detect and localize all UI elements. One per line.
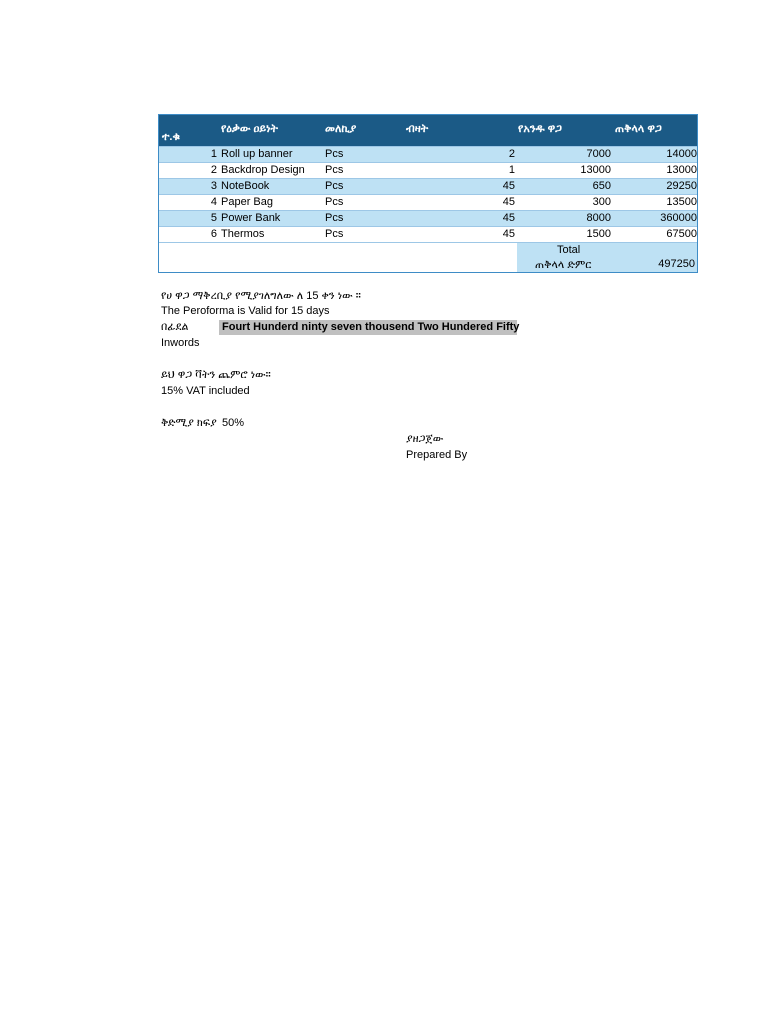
grand-total-value: 497250 <box>658 258 695 270</box>
inwords-amharic-label: በፊደል <box>161 321 189 333</box>
header-qty: ብዛት <box>406 123 429 135</box>
row-unit: Pcs <box>325 164 344 176</box>
row-total: 13000 <box>666 164 697 176</box>
row-no: 6 <box>210 228 217 240</box>
row-unit: Pcs <box>325 212 344 224</box>
advance-payment-value: 50% <box>222 417 245 429</box>
row-no: 2 <box>210 164 217 176</box>
row-price: 13000 <box>580 164 611 176</box>
row-qty: 45 <box>502 180 515 192</box>
row-item: Roll up banner <box>221 148 293 160</box>
table-row <box>159 178 697 194</box>
proforma-table <box>158 114 698 273</box>
total-row <box>159 242 697 272</box>
validity-english: The Peroforma is Valid for 15 days <box>161 305 330 317</box>
vat-english: 15% VAT included <box>161 385 250 397</box>
total-label: Total <box>557 244 581 256</box>
header-item: የዕቃው ዐይነት <box>221 123 278 135</box>
row-price: 8000 <box>586 212 611 224</box>
header-total-price: ጠቅላላ ዋጋ <box>615 123 662 135</box>
table-header <box>159 115 697 146</box>
row-no: 1 <box>210 148 217 160</box>
header-unit-price: የአንዱ ዋጋ <box>518 123 562 135</box>
row-total: 67500 <box>666 228 697 240</box>
validity-amharic: የሀ ዋጋ ማቅረቢያ የሚያገለግለው ለ 15 ቀን ነው ። <box>161 290 361 302</box>
header-no: ተ.ቁ <box>162 131 180 143</box>
table-row <box>159 194 697 210</box>
total-label-amharic: ጠቅላላ ድምር <box>535 259 592 271</box>
row-total: 360000 <box>660 212 697 224</box>
row-no: 3 <box>210 180 217 192</box>
inwords-english-label: Inwords <box>161 337 200 349</box>
row-unit: Pcs <box>325 228 344 240</box>
row-item: Power Bank <box>221 212 281 224</box>
row-item: NoteBook <box>221 180 270 192</box>
inwords-value: Fourt Hunderd ninty seven thousend Two Hundered Fifty <box>219 320 517 335</box>
row-price: 300 <box>592 196 611 208</box>
table-row <box>159 146 697 162</box>
grand-total-cell <box>517 243 697 272</box>
row-qty: 45 <box>502 228 515 240</box>
row-no: 5 <box>210 212 217 224</box>
table-row <box>159 210 697 226</box>
row-total: 13500 <box>666 196 697 208</box>
table-row <box>159 226 697 242</box>
row-item: Backdrop Design <box>221 164 305 176</box>
row-qty: 2 <box>508 148 515 160</box>
row-unit: Pcs <box>325 180 344 192</box>
row-price: 1500 <box>586 228 611 240</box>
row-price: 7000 <box>586 148 611 160</box>
header-unit: መለኪያ <box>325 123 357 135</box>
row-price: 650 <box>592 180 611 192</box>
vat-amharic: ይህ ዋጋ ቫትን ጨምሮ ነው። <box>161 369 271 381</box>
row-qty: 1 <box>508 164 515 176</box>
row-item: Paper Bag <box>221 196 273 208</box>
prepared-by-amharic: ያዘጋጀው <box>406 433 444 445</box>
row-qty: 45 <box>502 212 515 224</box>
row-unit: Pcs <box>325 196 344 208</box>
row-qty: 45 <box>502 196 515 208</box>
prepared-by-english: Prepared By <box>406 449 468 461</box>
advance-payment-label: ቅድሚያ ክፍያ <box>161 417 217 429</box>
row-item: Thermos <box>221 228 265 240</box>
table-row <box>159 162 697 178</box>
row-unit: Pcs <box>325 148 344 160</box>
row-no: 4 <box>210 196 217 208</box>
row-total: 14000 <box>666 148 697 160</box>
row-total: 29250 <box>666 180 697 192</box>
